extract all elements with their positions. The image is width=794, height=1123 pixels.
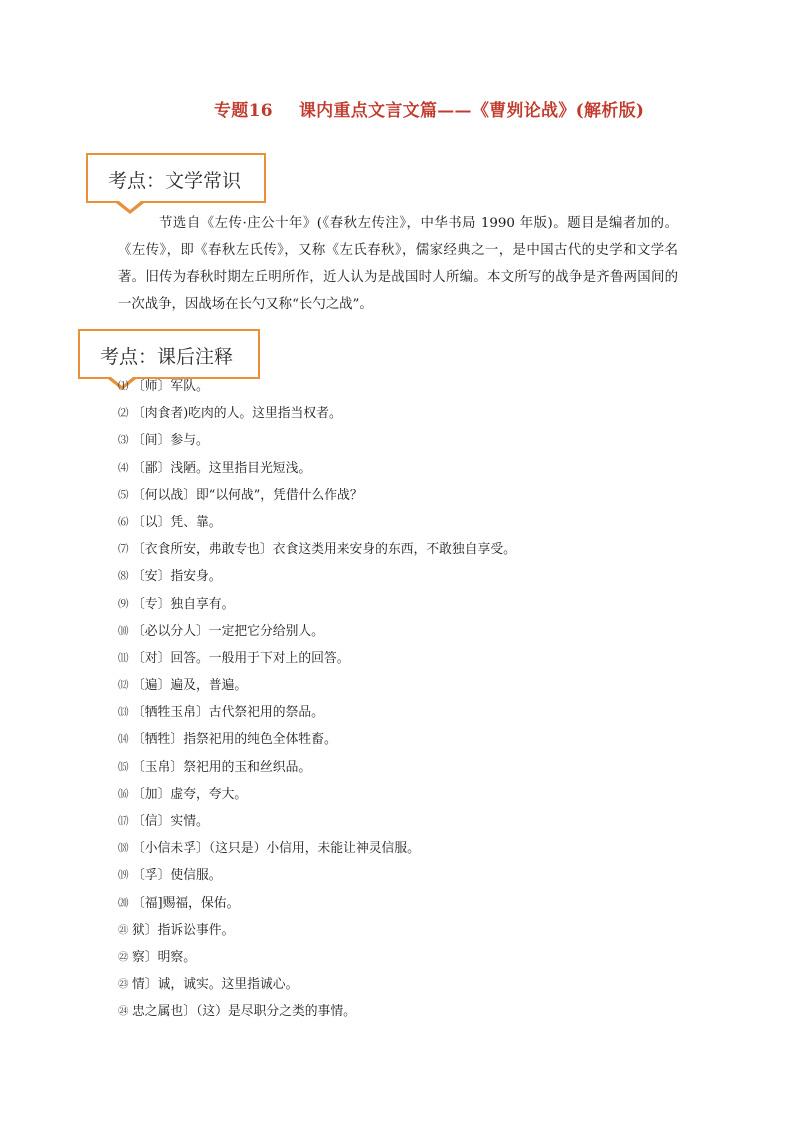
note-item [118,591,718,618]
notes-list [118,373,718,1026]
note-number: ⑴ [118,380,129,392]
note-item [118,455,718,482]
section-label: 考点：课后注释 [100,346,234,368]
note-number: ⑻ [118,570,129,583]
note-number: ⒆ [118,869,129,882]
note-text: 狱〕指诉讼事件。 [132,922,235,938]
note-text: 〔鄙〕浅陋。这里指目光短浅。 [132,460,312,476]
note-number: ⑾ [118,651,129,664]
section-callout-notes [78,329,260,379]
note-text: 〔安〕指安身。 [132,569,222,585]
note-text: 〔间〕参与。 [132,433,209,449]
note-item [118,536,718,563]
note-text: 〔小信未孚〕（这只是）小信用，未能让神灵信服。 [132,841,420,857]
note-number: ⑽ [118,624,129,637]
note-number: ⒂ [118,760,129,773]
note-item [118,373,718,400]
note-item [118,726,718,753]
note-number: ⒇ [118,896,129,909]
intro-text: 节选自《左传·庄公十年》(《春秋左传注》，中华书局 1990 年版)。题目是编者加的。《左传》，即《春秋左氏传》，又称《左氏春秋》，儒家经典之一，是中国古代的史学和文学名著。旧传为春秋时期左丘明所作，近人认为是战国时人所编。本文所写的战争是齐鲁两国间的一次战争，因战场在长勺又称“长勺之战”。 [118,216,678,312]
note-item [118,754,718,781]
note-item [118,917,718,944]
note-item [118,618,718,645]
note-number: ⒁ [118,733,129,746]
note-text: 〔福]赐福，保佑。 [132,895,240,911]
note-text: 〔何以战〕即“以何战”，凭借什么作战？ [132,487,363,503]
note-text: 〔以〕凭、靠。 [132,514,222,530]
note-number: ㉓ [118,978,129,991]
note-text: 〔衣食所安，弗敢专也〕衣食这类用来安身的东西，不敢独自享受。 [132,542,516,558]
note-item [118,563,718,590]
note-text: 〔玉帛〕祭祀用的玉和丝织品。 [132,759,312,775]
note-number: ⒅ [118,842,129,855]
note-number: ⑶ [118,434,129,447]
note-item [118,645,718,672]
note-text: 〔师〕军队。 [132,379,209,394]
note-text: 〔牺牲玉帛〕古代祭祀用的祭品。 [132,705,324,721]
note-text: 〔信〕实情。 [132,814,209,829]
note-number: ㉑ [118,923,129,936]
note-number: ㉔ [118,1005,129,1018]
note-item [118,998,718,1025]
note-text: 情〕诚，诚实。这里指诚心。 [132,977,299,993]
intro-paragraph [118,210,678,318]
note-text: 〔必以分人〕一定把它分给别人。 [132,623,324,639]
title-text: 课内重点文言文篇——《曹刿论战》(解析版) [298,101,645,121]
note-text: 忠之属也〕（这）是尽职分之类的事情。 [132,1004,356,1020]
note-item [118,835,718,862]
note-item [118,944,718,971]
note-text: 〔遍〕遍及，普遍。 [132,678,248,694]
note-item [118,781,718,808]
note-number: ㉒ [118,950,129,963]
note-number: ⒄ [118,815,129,827]
note-number: ⑵ [118,407,129,420]
note-number: ⑸ [118,488,129,501]
note-text: 〔对〕回答。一般用于下对上的回答。 [132,650,350,666]
note-item [118,808,718,835]
page-title [214,96,734,121]
note-item [118,400,718,427]
note-number: ⑷ [118,461,129,474]
note-item [118,862,718,889]
note-text: 〔肉食者)吃肉的人。这里指当权者。 [132,406,342,422]
topic-number: 专题16 [214,101,273,121]
section-callout-literary-knowledge [86,153,266,203]
note-item [118,509,718,536]
note-number: ⑿ [118,679,129,692]
note-item [118,699,718,726]
note-item [118,482,718,509]
note-number: ⑹ [118,515,129,528]
note-item [118,672,718,699]
note-number: ⒀ [118,706,129,719]
note-number: ⑼ [118,597,129,610]
note-text: 〔孚〕使信服。 [132,868,222,884]
note-number: ⑺ [118,543,129,556]
note-text: 察〕明察。 [132,949,196,965]
note-text: 〔加〕虚夸，夸大。 [132,786,248,802]
note-number: ⒃ [118,787,129,800]
note-item [118,890,718,917]
section-label: 考点：文学常识 [108,170,242,192]
note-text: 〔牺牲〕指祭祀用的纯色全体牲畜。 [132,732,337,748]
note-item [118,427,718,454]
note-item [118,971,718,998]
note-text: 〔专〕独自享有。 [132,596,235,612]
